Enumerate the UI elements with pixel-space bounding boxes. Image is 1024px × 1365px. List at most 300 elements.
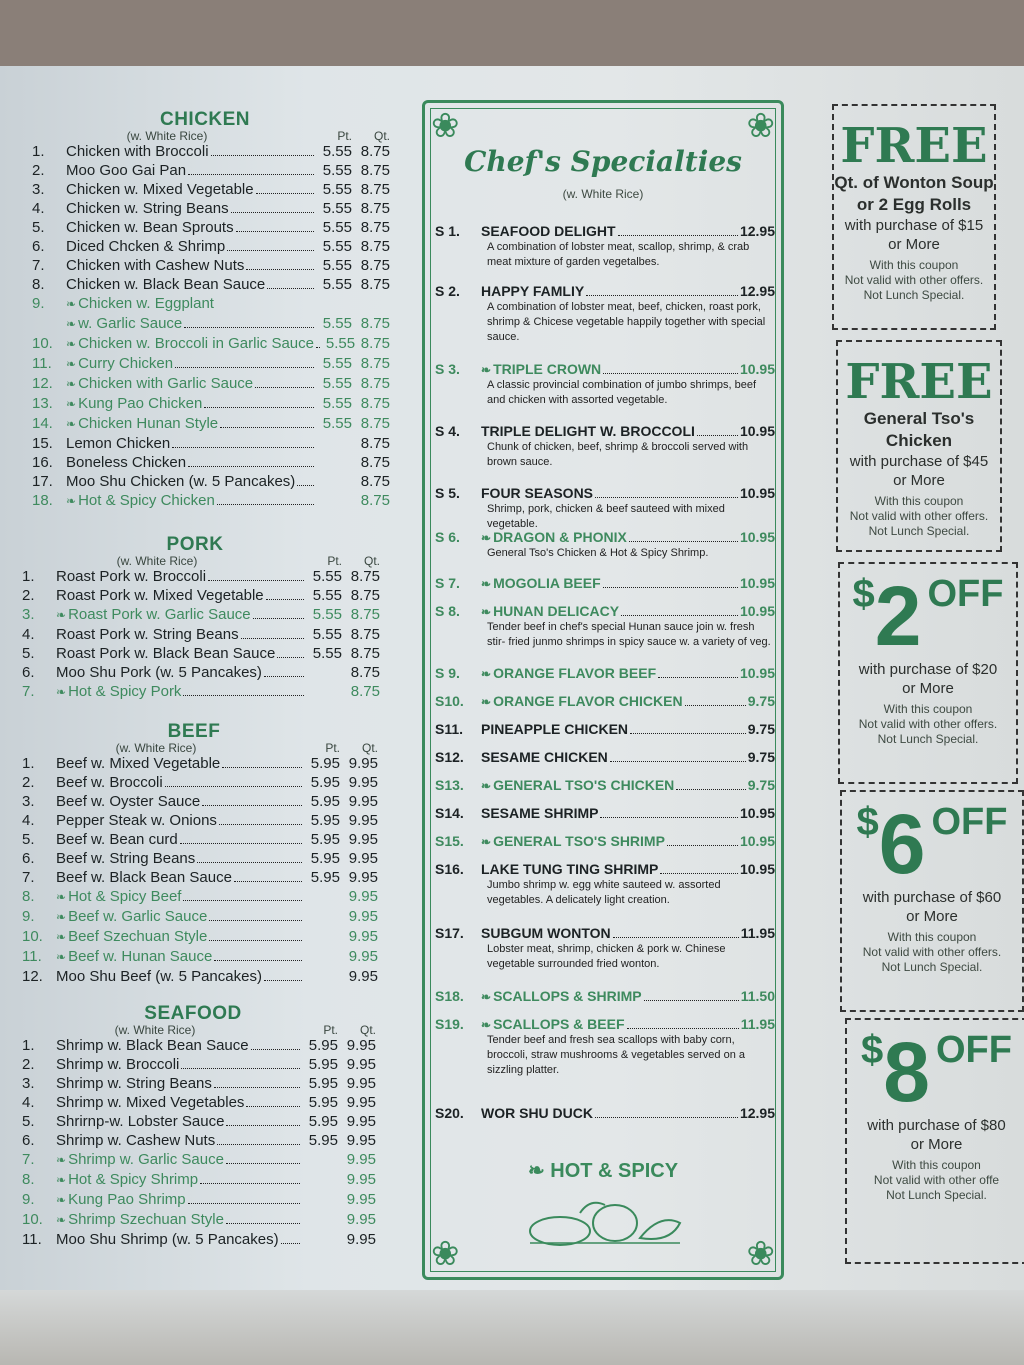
coupon-offer: General Tso's: [863, 409, 975, 428]
item-name: Beef w. Garlic Sauce: [68, 908, 208, 925]
leader-dots: [316, 347, 320, 348]
leader-dots: [266, 599, 304, 600]
hot-pepper-icon: ❧: [481, 779, 492, 793]
quart-price: 8.75: [350, 587, 380, 604]
pint-price: 5.95: [308, 1113, 338, 1130]
section-title: CHICKEN: [159, 109, 251, 130]
menu-item: [10, 868, 378, 887]
leader-dots: [277, 657, 304, 658]
item-code: S 4.: [435, 423, 460, 439]
item-name: Moo Shu Pork (w. 5 Pancakes): [56, 664, 262, 681]
item-number: 5.: [22, 1113, 35, 1130]
pint-price: 5.95: [310, 869, 340, 886]
menu-item: [10, 887, 378, 907]
quart-price: 9.95: [346, 1231, 376, 1248]
quart-price: 8.75: [360, 276, 390, 293]
pint-price: 5.55: [322, 375, 352, 392]
item-number: 6.: [22, 1132, 35, 1149]
item-name: Beef w. Black Bean Sauce: [56, 869, 232, 886]
quart-price: 8.75: [350, 683, 380, 700]
menu-item: [10, 754, 378, 773]
item-code: S10.: [435, 693, 464, 709]
item-code: S 9.: [435, 665, 460, 681]
quart-price: 9.95: [346, 1113, 376, 1130]
leader-dots: [621, 615, 738, 616]
item-description: A combination of lobster meat, scallop, shrimp, & crab meat mixture of garden vegetalbes.: [487, 241, 750, 268]
item-price: 12.95: [739, 223, 775, 239]
item-name: Moo Shu Beef (w. 5 Pancakes): [56, 968, 262, 985]
menu-item: [10, 1210, 376, 1230]
item-name: Beef Szechuan Style: [68, 928, 208, 945]
specialty-item: [435, 529, 775, 561]
item-number: 8.: [22, 888, 35, 905]
item-name: SESAME SHRIMP: [481, 805, 599, 821]
specialty-item: [435, 749, 775, 766]
item-number: 10.: [32, 335, 53, 352]
item-name: Moo Goo Gai Pan: [66, 162, 187, 179]
section-subheader: [20, 130, 390, 142]
item-code: S 6.: [435, 529, 460, 545]
leader-dots: [202, 805, 302, 806]
leader-dots: [222, 767, 302, 768]
pint-price: 5.95: [308, 1056, 338, 1073]
item-name: GENERAL TSO'S SHRIMP: [493, 833, 665, 849]
item-code: S17.: [435, 925, 464, 941]
specialty-item: [435, 575, 775, 592]
specialty-item: [435, 603, 775, 650]
coupon-8-off[interactable]: [845, 1018, 1024, 1264]
coupon-fine-print: With this coupon Not valid with other offe Not Lunch Special.: [873, 1158, 1000, 1202]
leader-dots: [264, 676, 304, 677]
flower-ornament-icon: ❀: [746, 1235, 775, 1273]
menu-item: [20, 414, 390, 434]
item-number: 15.: [32, 435, 53, 452]
item-number: 11.: [32, 355, 52, 372]
quart-price: 8.75: [350, 606, 380, 623]
item-number: 8.: [32, 276, 45, 293]
pint-price: 5.55: [322, 143, 352, 160]
specialty-item: [435, 925, 775, 972]
quart-price: 8.75: [360, 200, 390, 217]
leader-dots: [595, 1117, 738, 1118]
specialty-item: [435, 805, 775, 822]
quart-price: 9.95: [348, 869, 378, 886]
hot-pepper-icon: ❧: [56, 930, 67, 944]
leader-dots: [658, 677, 738, 678]
menu-item: [10, 1093, 376, 1112]
menu-item: [10, 1074, 376, 1093]
leader-dots: [234, 881, 302, 882]
coupon-condition: or More: [906, 908, 958, 925]
item-name: Chicken w. String Beans: [66, 200, 229, 217]
pint-header: Pt.: [337, 129, 352, 143]
menu-item: [20, 334, 390, 354]
specialty-item: [435, 283, 775, 345]
item-price: 12.95: [739, 283, 775, 299]
pint-price: 5.55: [322, 162, 352, 179]
quart-price: 8.75: [360, 257, 390, 274]
item-number: 1.: [22, 568, 35, 585]
pint-price: 5.95: [308, 1037, 338, 1054]
leader-dots: [211, 155, 314, 156]
coupon-6-off[interactable]: [840, 790, 1024, 1012]
menu-item: [20, 237, 390, 256]
coupon-condition: or More: [893, 472, 945, 489]
flower-ornament-icon: ❀: [431, 107, 460, 145]
item-name: Hot & Spicy Beef: [68, 888, 182, 905]
leader-dots: [183, 695, 304, 696]
quart-price: 9.95: [346, 1075, 376, 1092]
item-name: Kung Pao Chicken: [78, 395, 203, 412]
coupon-amount: $ 6 OFF: [856, 797, 1008, 891]
menu-item: [10, 605, 380, 625]
hot-pepper-icon: ❧: [56, 890, 67, 904]
item-name: Shrimp w. Mixed Vegetables: [56, 1094, 245, 1111]
item-number: 6.: [22, 664, 35, 681]
item-price: 10.95: [739, 833, 775, 849]
hot-pepper-icon: ❧: [66, 317, 77, 331]
hot-pepper-icon: ❧: [56, 1213, 67, 1227]
menu-item: [20, 294, 390, 314]
section-beef: [10, 722, 378, 986]
item-name: Chicken w. Bean Sprouts: [66, 219, 234, 236]
quart-price: 8.75: [360, 181, 390, 198]
item-number: 3.: [22, 606, 35, 623]
pint-price: 5.55: [325, 335, 356, 352]
item-name: Moo Shu Shrimp (w. 5 Pancakes): [56, 1231, 279, 1248]
leader-dots: [219, 824, 302, 825]
leader-dots: [172, 447, 314, 448]
item-price: 10.95: [739, 603, 775, 619]
item-name: Shrimp w. Broccoli: [56, 1056, 180, 1073]
item-number: 17.: [32, 473, 53, 490]
leader-dots: [685, 705, 746, 706]
leader-dots: [267, 288, 314, 289]
specialty-item: [435, 721, 775, 738]
item-name: Beef w. String Beans: [56, 850, 196, 867]
section-title: PORK: [166, 534, 224, 555]
menu-item: [10, 663, 380, 682]
specialty-item: [435, 361, 775, 408]
item-name: Chicken w. Mixed Vegetable: [66, 181, 254, 198]
leader-dots: [256, 193, 314, 194]
leader-dots: [627, 1028, 739, 1029]
leader-dots: [595, 497, 738, 498]
quart-price: 9.95: [346, 1191, 376, 1208]
item-code: S 3.: [435, 361, 460, 377]
leader-dots: [236, 231, 314, 232]
quart-price: 8.75: [360, 492, 390, 509]
menu-item: [10, 947, 378, 967]
item-name: TRIPLE CROWN: [493, 361, 602, 377]
item-code: S16.: [435, 861, 464, 877]
hot-pepper-icon: ❧: [66, 417, 77, 431]
item-code: S 2.: [435, 283, 460, 299]
specialty-item: [435, 423, 775, 470]
item-number: 5.: [32, 219, 45, 236]
section-pork: [10, 535, 380, 702]
quart-price: 9.95: [348, 774, 378, 791]
leader-dots: [180, 843, 302, 844]
quart-price: 8.75: [360, 415, 390, 432]
item-number: 2.: [22, 1056, 35, 1073]
item-number: 4.: [22, 1094, 35, 1111]
hot-pepper-icon: ❧: [481, 667, 492, 681]
menu-item: [10, 586, 380, 605]
item-price: 11.50: [740, 988, 775, 1004]
menu-item: [20, 314, 390, 334]
pint-price: 5.95: [310, 850, 340, 867]
coupon-fine-print: With this coupon Not valid with other offers. Not Lunch Special.: [844, 258, 984, 302]
menu-item: [10, 1112, 376, 1131]
menu-item: [10, 1190, 376, 1210]
item-number: 4.: [32, 200, 45, 217]
hot-pepper-icon: ❧: [56, 1173, 67, 1187]
menu-item: [20, 394, 390, 414]
menu-item: [10, 1150, 376, 1170]
hot-pepper-icon: ❧: [481, 1018, 492, 1032]
pint-price: 5.55: [322, 355, 352, 372]
menu-item: [10, 907, 378, 927]
leader-dots: [217, 1144, 300, 1145]
pint-price: 5.55: [322, 257, 352, 274]
leader-dots: [667, 845, 738, 846]
pint-price: 5.55: [322, 219, 352, 236]
item-number: 3.: [22, 793, 35, 810]
leader-dots: [630, 733, 746, 734]
item-name: Beef w. Oyster Sauce: [56, 793, 201, 810]
quart-price: 8.75: [360, 219, 390, 236]
menu-item: [10, 644, 380, 663]
hot-pepper-icon: ❧: [66, 297, 77, 311]
item-name: Shrimp w. Garlic Sauce: [68, 1151, 224, 1168]
quart-price: 8.75: [360, 375, 390, 392]
item-name: Shrirnp-w. Lobster Sauce: [56, 1113, 225, 1130]
leader-dots: [264, 980, 302, 981]
item-name: Beef w. Bean curd: [56, 831, 178, 848]
rice-note: (w. White Rice): [126, 129, 208, 143]
menu-item: [20, 374, 390, 394]
leader-dots: [188, 174, 314, 175]
item-code: S14.: [435, 805, 464, 821]
quart-price: 9.95: [346, 1037, 376, 1054]
item-price: 9.75: [747, 721, 775, 737]
pint-price: 5.55: [322, 315, 352, 332]
coupon-condition: or More: [888, 236, 940, 253]
leader-dots: [255, 387, 314, 388]
item-name: Chicken with Garlic Sauce: [78, 375, 254, 392]
menu-item: [20, 142, 390, 161]
leader-dots: [220, 427, 314, 428]
item-code: S11.: [435, 721, 464, 737]
hot-pepper-icon: ❧: [481, 577, 492, 591]
pint-price: 5.95: [310, 774, 340, 791]
item-price: 11.95: [740, 925, 775, 941]
section-title: BEEF: [167, 721, 221, 742]
quart-header: Qt.: [363, 554, 380, 568]
item-description: Tender beef and fresh sea scallops with baby corn, broccoli, straw mushrooms & vegetables served on a sizzling platter.: [487, 1034, 746, 1076]
quart-price: 9.95: [348, 888, 378, 905]
item-name: HUNAN DELICACY: [493, 603, 620, 619]
hot-pepper-icon: ❧: [481, 531, 492, 545]
menu-item: [10, 625, 380, 644]
item-number: 11.: [22, 948, 42, 965]
quart-price: 8.75: [360, 395, 390, 412]
item-name: Roast Pork w. String Beans: [56, 626, 239, 643]
leader-dots: [603, 587, 738, 588]
flower-ornament-icon: ❀: [431, 1235, 460, 1273]
leader-dots: [297, 485, 314, 486]
item-name: Hot & Spicy Pork: [68, 683, 182, 700]
menu-item: [10, 773, 378, 792]
hot-spicy-legend: [425, 1158, 781, 1183]
quart-price: 8.75: [350, 626, 380, 643]
item-code: S 5.: [435, 485, 460, 501]
leader-dots: [184, 327, 314, 328]
section-seafood: [10, 1004, 376, 1249]
item-number: 1.: [22, 755, 35, 772]
quart-price: 8.75: [360, 355, 390, 372]
specialty-item: [435, 693, 775, 710]
menu-item: [20, 218, 390, 237]
pint-price: 5.55: [322, 395, 352, 412]
leader-dots: [251, 1049, 300, 1050]
hot-pepper-icon: ❧: [66, 357, 77, 371]
item-number: 3.: [32, 181, 45, 198]
item-description: A classic provincial combination of jumbo shrimps, beef and chicken with assorted vegetable.: [487, 379, 757, 406]
item-name: Shrimp Szechuan Style: [68, 1211, 224, 1228]
menu-item: [10, 682, 380, 702]
quart-price: 8.75: [360, 238, 390, 255]
rice-note: (w. White Rice): [114, 1023, 196, 1037]
item-name: Diced Chcken & Shrimp: [66, 238, 226, 255]
item-name: Curry Chicken: [78, 355, 174, 372]
specialty-item: [435, 861, 775, 908]
leader-dots: [226, 1163, 300, 1164]
hot-pepper-icon: ❧: [66, 377, 77, 391]
item-number: 1.: [32, 143, 45, 160]
pint-price: 5.95: [310, 812, 340, 829]
quart-price: 9.95: [348, 928, 378, 945]
item-number: 16.: [32, 454, 53, 471]
coupon-fine-print: With this coupon Not valid with other offers. Not Lunch Special.: [858, 702, 998, 746]
pint-price: 5.55: [312, 606, 342, 623]
pint-price: 5.55: [312, 645, 342, 662]
item-number: 2.: [32, 162, 45, 179]
item-name: GENERAL TSO'S CHICKEN: [493, 777, 675, 793]
item-number: 7.: [22, 683, 35, 700]
item-number: 10.: [22, 928, 43, 945]
item-number: 14.: [32, 415, 53, 432]
pint-price: 5.95: [308, 1094, 338, 1111]
leader-dots: [610, 761, 746, 762]
item-name: Kung Pao Shrimp: [68, 1191, 186, 1208]
coupon-free-wonton-soup[interactable]: [832, 104, 996, 330]
item-description: A combination of lobster meat, beef, chicken, roast pork, shrimp & Chicese vegetable happily together with special sauce.: [487, 301, 766, 343]
pint-price: 5.55: [312, 626, 342, 643]
coupon-amount: $ 8 OFF: [861, 1025, 1012, 1119]
item-name: WOR SHU DUCK: [481, 1105, 593, 1121]
item-price: 10.95: [739, 861, 775, 877]
coupon-free-general-tso[interactable]: [836, 340, 1002, 552]
leader-dots: [217, 504, 314, 505]
item-name: LAKE TUNG TING SHRIMP: [481, 861, 659, 877]
item-price: 11.95: [740, 1016, 775, 1032]
leader-dots: [586, 295, 738, 296]
item-price: 9.75: [747, 777, 775, 793]
section-title: SEAFOOD: [144, 1003, 242, 1024]
item-price: 10.95: [739, 423, 775, 439]
menu-item: [20, 199, 390, 218]
leader-dots: [613, 937, 739, 938]
item-price: 10.95: [739, 805, 775, 821]
leader-dots: [676, 789, 745, 790]
menu-item: [10, 567, 380, 586]
item-name: Roast Pork w. Mixed Vegetable: [56, 587, 264, 604]
quart-price: 9.95: [346, 1211, 376, 1228]
menu-item: [20, 491, 390, 511]
coupon-condition: with purchase of $15: [844, 217, 984, 234]
quart-price: 8.75: [360, 315, 390, 332]
item-name: Shrimp w. Cashew Nuts: [56, 1132, 216, 1149]
item-name: SCALLOPS & SHRIMP: [493, 988, 642, 1004]
item-description: Lobster meat, shrimp, chicken & pork w. Chinese vegetable surrounded fried wonton.: [487, 943, 726, 970]
hot-pepper-icon: ❧: [56, 1193, 67, 1207]
pint-price: 5.55: [312, 587, 342, 604]
item-name: SCALLOPS & BEEF: [493, 1016, 625, 1032]
quart-price: 8.75: [360, 143, 390, 160]
rice-note: (w. White Rice): [115, 741, 197, 755]
hot-spicy-label: HOT & SPICY: [550, 1160, 679, 1182]
item-name: ORANGE FLAVOR CHICKEN: [493, 693, 683, 709]
hot-pepper-icon: ❧: [481, 363, 492, 377]
leader-dots: [697, 435, 738, 436]
leader-dots: [660, 873, 738, 874]
coupon-condition: with purchase of $60: [862, 889, 1002, 906]
menu-item: [10, 1170, 376, 1190]
quart-price: 9.95: [346, 1151, 376, 1168]
leader-dots: [188, 466, 314, 467]
section-subheader: [10, 1024, 376, 1036]
item-number: 18.: [32, 492, 53, 509]
leader-dots: [629, 541, 738, 542]
hot-pepper-icon: ❧: [481, 695, 492, 709]
item-number: 6.: [32, 238, 45, 255]
item-description: Shrimp, pork, chicken & beef sauteed with mixed vegetable.: [487, 503, 725, 530]
flower-ornament-icon: ❀: [746, 107, 775, 145]
menu-left-column: [10, 110, 390, 1249]
menu-item: [20, 180, 390, 199]
item-number: 4.: [22, 626, 35, 643]
leader-dots: [183, 900, 302, 901]
menu-item: [20, 354, 390, 374]
coupon-offer: or 2 Egg Rolls: [856, 195, 972, 214]
coupon-2-off[interactable]: [838, 562, 1018, 784]
quart-price: 8.75: [360, 454, 390, 471]
quart-price: 9.95: [348, 908, 378, 925]
item-name: TRIPLE DELIGHT W. BROCCOLI: [481, 423, 695, 439]
menu-item: [20, 256, 390, 275]
item-name: Pepper Steak w. Onions: [56, 812, 217, 829]
item-name: Boneless Chicken: [66, 454, 187, 471]
item-number: 2.: [22, 774, 35, 791]
item-code: S12.: [435, 749, 464, 765]
menu-item: [20, 434, 390, 453]
item-price: 9.75: [747, 749, 775, 765]
pint-header: Pt.: [325, 741, 340, 755]
leader-dots: [618, 235, 738, 236]
quart-price: 9.95: [348, 831, 378, 848]
